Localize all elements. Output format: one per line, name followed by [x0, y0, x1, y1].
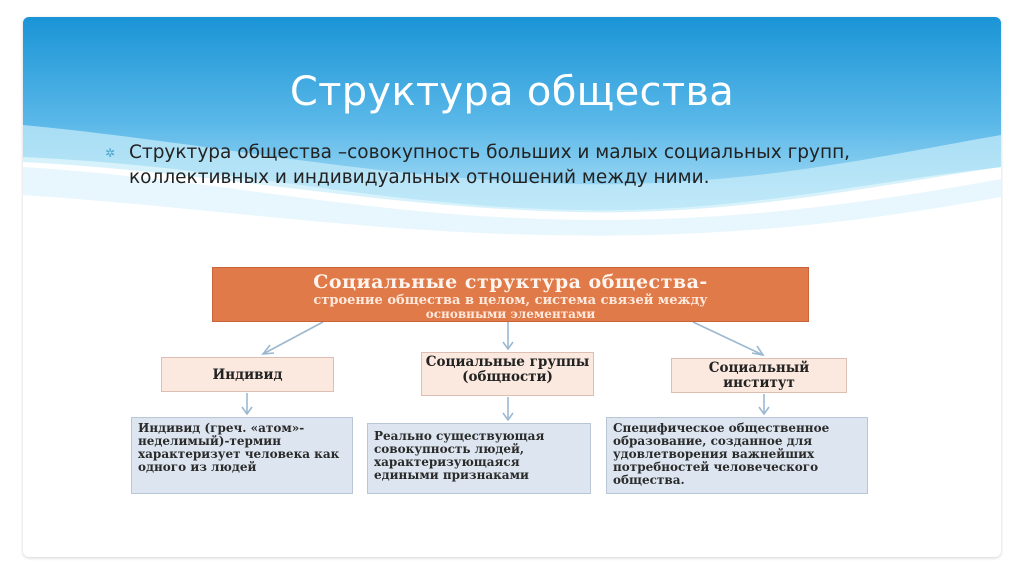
category-social-institute: Социальный институт [671, 358, 847, 393]
bullet-icon: ✲ [105, 146, 116, 160]
title-wave-background [23, 17, 1001, 247]
bullet-text: Структура общества –совокупность больших и малых социальных групп, коллективных и индивидуальных отношений между ними. [129, 142, 851, 188]
description-social-groups: Реально существующая совокупность людей, характеризующаяся едиными признаками [367, 423, 591, 494]
slide-title: Структура общества [289, 69, 735, 115]
description-individ: Индивид (греч. «атом»- неделимый)-термин характеризует человека как одного из людей [131, 417, 353, 494]
arrow-root-to-institute [693, 322, 763, 355]
root-node-line2: строение общества в целом, система связей между [313, 293, 708, 308]
slide [23, 17, 1001, 557]
category-social-groups: Социальные группы (общности) [421, 352, 594, 396]
arrow-root-to-individ [263, 322, 323, 354]
root-node-title: Социальные структура общества- [313, 271, 708, 293]
root-node-line3: основными элементами [425, 307, 596, 321]
description-social-institute: Специфическое общественное образование, созданное для удовлетворения важнейших потребностей человеческого общества. [606, 417, 868, 494]
root-node-social-structure [212, 267, 809, 322]
category-individ: Индивид [161, 357, 334, 392]
